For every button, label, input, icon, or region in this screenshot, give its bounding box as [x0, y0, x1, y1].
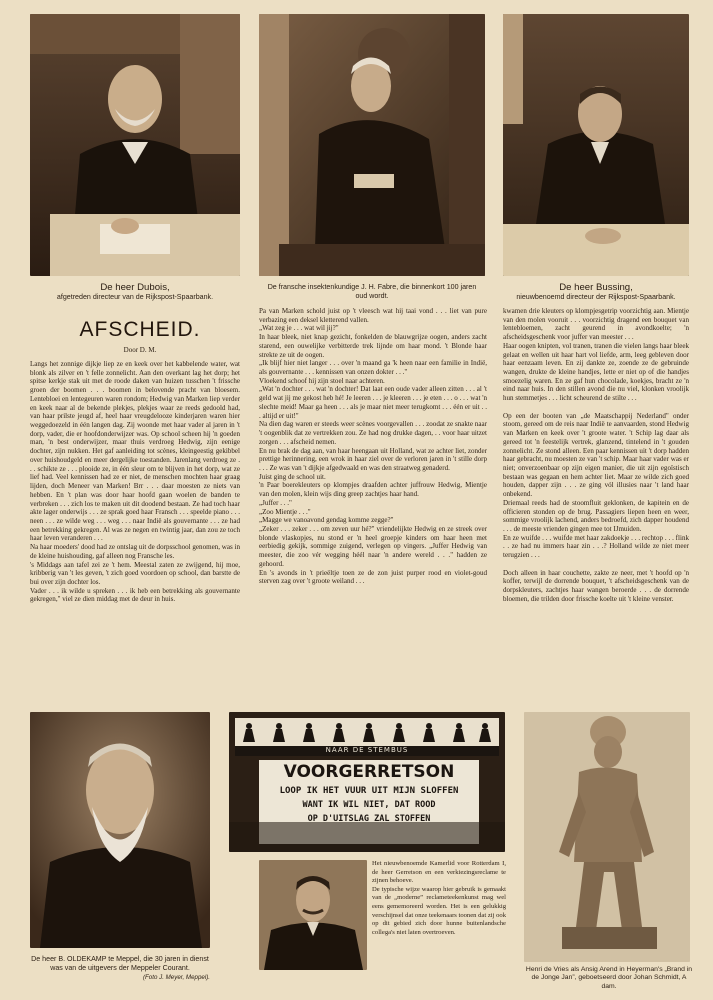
photo-oldekamp — [30, 712, 210, 948]
poster-header: NAAR DE STEMBUS — [325, 746, 409, 754]
caption-gerretson: Het nieuwbenoemde Kamerlid voor Rotterdam I, de heer Gerretson en een verkiezingsreclame te zijnen behoeve. De typische wijze waarop hier gebruik is gemaakt van de „moderne” reclameteekenkunst mag wel eens gememoreerd worden. Het is een gelukkig verschijnsel dat onze teekenaars toonen dat zij ook op dit gebied zich door hunne buitenlandsche collega's niet laten overtroeven. — [372, 860, 506, 936]
photo-dubois — [30, 14, 240, 276]
caption-oldekamp — [30, 955, 210, 982]
article-column-2: Pa van Marken schold juist op 't vleesch wat hij taai vond . . . liet van pure verbazing een deksel kletterend vallen. „Wat zeg je . . . wat wil jij?" In haar bleek, niet knap gezicht, fonkelden de blauwgrijze oogen, anders zacht starend, een ouwelijke verbitterde trek lijnde om haar mond. 't Blonde haar strekte ze uit de oogen. „Ik blijf hier niet langer . . . over 'n maand ga 'k heen naar een familie in Indië, als gouvernante . . . kennissen van onzen dokter . . ." Vloekend schoof hij zijn stoel naar achteren. „Wat 'n dochter . . . wat 'n dochter! Dat laat een oude vader alleen zitten . . . al 't geld wat jij me gekost heb hé! Je leeren . . . je kleeren . . . je eten . . . o . . . wat 'n slechte meid! Maar ga heen . . . als je maar niet meer terugkomt . . . één er uit . . . altijd er uit!" Na dien dag waren er steeds weer scènes voorgevallen . . . zoodat ze snakte naar 't oogenblik dat ze vertrekken zou. Ze had nog drukke dagen, . . voor haar uitzet zorgen . . . afscheid nemen. En nu brak de dag aan, van haar heengaan uit Holland, wat ze achter liet, zonder prettige herinnering, een wrok in haar ziel over de verloren jaren in 't stille dorp . . . Ze was van 't dijkje afgedwaald en was den straatweg genaderd. Juist ging de school uit. 'n Paar boerekleuters op klompjes draafden achter juffrouw Hedwig, Mientje van den molen, klein wijs ding greep zachtjes haar hand. „Juffer . . ." „Zoo Mientje . . ." „Magge we vanoavond gendag komme zegge?" „Zeker . . . zeker . . . om zeven uur hé?" vriendelijkte Hedwig en ze streek over blonde vlaskopjes, nu stond er 'n heel groepje kinders om haar heen met eerbiedig gekijk, sommige zuigend, verlegen op vingers. „Juffer Hedwig van meester, die zoo vér wegging héél naar 'n andere wereld . . ." hadden ze gehoord. En 's avonds in 't prieëltje toen ze de zon juist purper rood en violet-goud sterven zag over 't groote weiland . . . — [259, 307, 487, 586]
caption-oldekamp-credit: (Foto J. Meyer, Meppel). — [142, 974, 210, 981]
article-column-3: kwamen drie kleuters op klompjesgetrip voorzichtig aan. Mientje van den molen vooruit . . . voorzichtig dragend een bouquet van lentebloemen, zacht geurend in avondkoelte; 'n afscheidsgeschenk voor juffer van meester . . . Haar oogen knipten, vol tranen, tranen die vielen langs haar bleek gelaat en wellen uit haar hart vol liefde, arm, leeg gebleven door haar eenzaam leven. En zij dankte ze, zoende ze de gebruinde wangen, drukte de kleine handjes, lette er niet op of die handjes smoezelig waren. En ze gaf hun chocolade, koekjes, bracht ze 'n eind naar huis. In den stillen avond die nu viel, klonken vroolijk hun stemmetjes . . . licht scheurend de stilte . . . Op een der booten van „de Maatschappij Nederland" onder stoom, gereed om de reis naar Indië te aanvaarden, stond Hedwig van Marken en keek over 't groote water. 't Schip lag daar als gereed tot 'n feestelijk vertrek, glanzend, tintelend in 't gouden zonnelicht. Ze stond alleen. Een paar kennissen uit 't dorp hadden haar gebracht, nu moesten ze van 't schip. Maar haar vader was er niet; onverzoenbaar op zijn eigen manier, die uit zijn egoïstisch bestaan was gegaan en hem achter liet. Maar ze wilde zich goed houden, dapper zijn . . . ze ging vól illusies naar 't land haar onbekend. Driemaal reeds had de stoomfluit geklonken, de kapitein en de officieren stonden op de brug. Passagiers liepen heen en weer, sommige vroolijk lachend, anders bedroefd, zich dapper houdend . . . de meeste vrienden gingen mee tot IJmuiden. En ze wuifde . . . wuifde met haar zakdoekje . . . rechtop . . . flink . . ze had nu immers haar zin . . .? Holland wilde ze niet meer terugzien . . . Doch alleen in haar couchette, zakte ze neer, met 't hoofd op 'n koffer, terwijl de dorrende bouquet, 't afscheidsgeschenk van de dorpskleuters, zachtjes haar wangen beroerde . . . de dorrende bloemen, die trilden door frissche koelte uit 't kleine venster. — [503, 307, 689, 603]
poster-line-1: LOOP IK HET VUUR UIT MIJN SLOFFEN — [279, 786, 459, 796]
caption-bussing-sub: nieuwbenoemd directeur der Rijkspost-Spaarbank. — [516, 293, 676, 301]
caption-fabre: De fransche insektenkundige J. H. Fabre, die binnenkort 100 jaren oud wordt. — [267, 283, 477, 300]
poster-line-3: OP D'UITSLAG ZAL STOFFEN — [307, 814, 431, 824]
article-byline: Door D. M. — [123, 346, 157, 354]
caption-oldekamp-text: De heer B. OLDEKAMP te Meppel, die 30 jaren in dienst was van de uitgevers der Meppeler Courant. — [31, 955, 209, 972]
poster-name: VOORGERRETSON — [283, 762, 455, 782]
caption-dubois-name: De heer Dubois, — [100, 282, 170, 293]
caption-bussing-name: De heer Bussing, — [559, 282, 633, 293]
photo-election-poster — [229, 712, 505, 852]
article-column-1: Langs het zonnige dijkje liep ze en keek over het kabbelende water, wat blonk als zilver en 't felle zonnelicht. Aan den overkant lag het dorp; het spitse kerkje stak uit met de roode daken van huizen tusschen 't frissche groen der boomen . . . boomen in belovende pracht van bloesem. Lentebloei en lentegeuren waren rondom; Hedwig van Marken liep verder en keek naar al de bekende plekjes, plekjes waar ze reeds gedoold had, van haar prilste jeugd af, heel haar vreugdelooze kinderjaren waren hier weggedoezeld in één langen dag. Zij woonde met haar vader al jaren in 't dorp, vader, die er hoofdonderwijzer was. Op school scheen hij 'n goeden man, 'n best onderwijzer, maar thuis verdroeg Hedwig, zijn eenige dochter, zijn nukken. Het gaf aanleiding tot scènes, kleingeestig gekibbel over huishoudgeld en meer dergelijke toestanden. Jarenlang verdroeg ze . . . schikte ze . . . plooide ze, in één sleur om te blijven in het dorp, wat ze lief had. Veel kennissen had ze er niet, de menschen mochten haar graag lijden, doch Meneer van Marken! Brr . . . daar moesten ze niets van hebben. En 't plan was door haar hoofd gaan woelen de banden te verbreken . . . zich los te maken uit dit doodend bestaan. Ze had toch haar akte lager onderwijs . . . ze sprak goed haar Fransch . . . speelde piano . . . neen . . . ze wilde weg . . . weg . . . naar Indië als gouvernante . . . ze had een betrekking gekregen. Al was ze negen en twintig jaar, dan zou ze toch haar leven veranderen . . . Na haar moeders' dood had ze ontslag uit de dorpsschool genomen, was in de kleine huishouding, gaf alleen nog Fransche les. 's Middags aan tafel zei ze 't hem. Meestal zaten ze zwijgend, hij moe, kribberig van 't les geven, 't zich goed voordoen op school, dan barstte de bui over zijn dochter los. Vader . . . ik wilde u spreken . . . ik heb een betrekking als gouvernante gekregen," viel ze dien middag met de deur in huis. — [30, 360, 240, 604]
photo-gerretson — [259, 860, 367, 970]
caption-dubois — [30, 282, 240, 302]
caption-dubois-sub: afgetreden directeur van de Rijkspost-Spaarbank. — [56, 293, 214, 301]
article-title: AFSCHEID. — [79, 318, 201, 341]
caption-bussing — [503, 282, 689, 302]
poster-line-2: WANT IK WIL NIET, DAT ROOD — [302, 800, 436, 810]
caption-statue: Henri de Vries als Ansig Arend in Heyerman's „Brand in de Jonge Jan”, geboetseerd door Johan Schmidt, A dam. — [525, 966, 693, 990]
photo-statue — [524, 712, 690, 962]
photo-bussing — [503, 14, 689, 276]
photo-fabre — [259, 14, 485, 276]
